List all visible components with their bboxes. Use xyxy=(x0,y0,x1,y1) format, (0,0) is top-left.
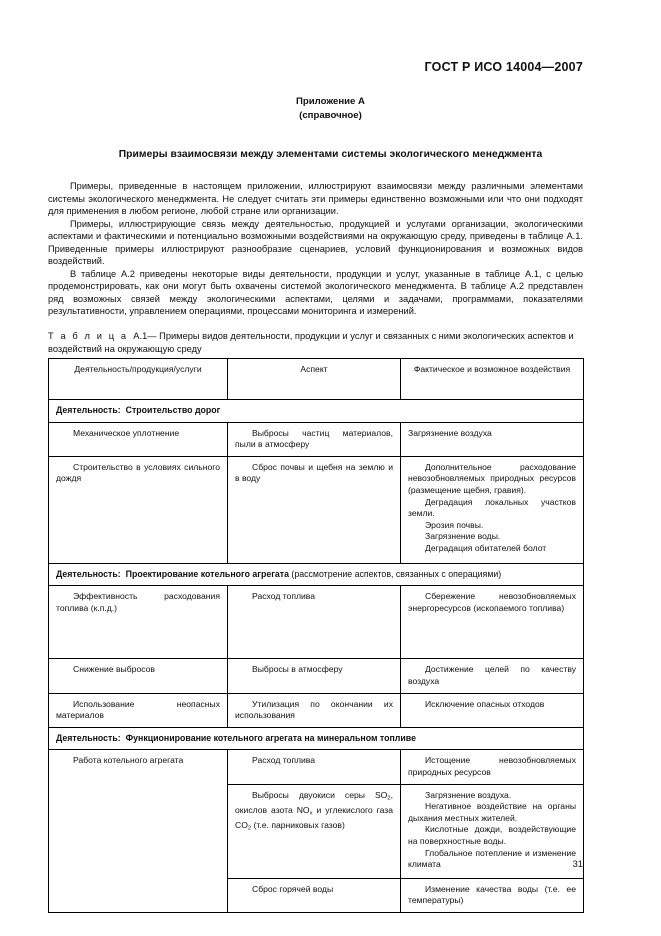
cell-aspect: Выбросы двуокиси серы $SO_2$, окислов азота $NO_x$ и углекислого газа $CO_2$ (т.е. парниковых газов) xyxy=(228,784,401,878)
group-header-cell xyxy=(49,727,584,750)
group-header-cell xyxy=(49,400,584,423)
table-caption-dash: — xyxy=(147,331,157,341)
annex-heading xyxy=(0,95,661,123)
cell-activity: Механическое уплотнение xyxy=(49,422,228,456)
column-header-impact: Фактическое и возможное воздействия xyxy=(401,359,584,400)
cell-impact: Изменение качества воды (т.е. ее температуры) xyxy=(401,878,584,912)
column-header-aspect: Аспект xyxy=(228,359,401,400)
annex-title: Приложение А xyxy=(296,96,365,107)
cell-aspect: Утилизация по окончании их использования xyxy=(228,693,401,727)
impact-line: Загрязнение воздуха. xyxy=(425,789,512,800)
column-header-activity: Деятельность/продукция/услуги xyxy=(49,359,228,400)
cell-aspect: Выбросы в атмосферу xyxy=(228,659,401,693)
standard-header: ГОСТ Р ИСО 14004—2007 xyxy=(424,60,583,74)
table-row xyxy=(49,750,584,784)
group-header-cell xyxy=(49,563,584,586)
impact-line: Глобальное потепление и изменение климата xyxy=(408,847,576,870)
cell-impact-list xyxy=(401,456,584,563)
impact-line: Деградация локальных участков земли. xyxy=(408,496,576,519)
cell-aspect: Сброс почвы и щебня на землю и в воду xyxy=(228,456,401,563)
cell-activity: Строительство в условиях сильного дождя xyxy=(49,456,228,563)
cell-activity: Работа котельного агрегата xyxy=(49,750,228,912)
group-header-row xyxy=(49,563,584,586)
cell-impact: Сбережение невозобновляемых энергоресурсов (ископаемого топлива) xyxy=(401,586,584,659)
cell-activity: Эффективность расходования топлива (к.п.д.) xyxy=(49,586,228,659)
impact-line: Дополнительное расходование невозобновляемых природных ресурсов (размещение щебня, гравия). xyxy=(408,461,576,495)
cell-activity: Использование неопасных материалов xyxy=(49,693,228,727)
impact-line: Негативное воздействие на органы дыхания местных жителей. xyxy=(408,801,576,823)
cell-activity: Снижение выбросов xyxy=(49,659,228,693)
table-row xyxy=(49,586,584,659)
group-label: Деятельность: xyxy=(56,568,121,579)
cell-aspect: Расход топлива xyxy=(228,586,401,659)
cell-impact: Загрязнение воздуха xyxy=(401,422,584,456)
cell-aspect: Сброс горячей воды xyxy=(228,878,401,912)
table-row xyxy=(49,456,584,563)
table-caption xyxy=(48,330,583,355)
group-note: (рассмотрение аспектов, связанных с операциями) xyxy=(291,568,502,579)
cell-aspect: Расход топлива xyxy=(228,750,401,784)
group-label: Деятельность: xyxy=(56,405,121,415)
group-header-row xyxy=(49,727,584,750)
group-name: Строительство дорог xyxy=(125,405,221,415)
group-name: Функционирование котельного агрегата на минеральном топливе xyxy=(125,732,416,743)
table-row xyxy=(49,693,584,727)
impact-line: Эрозия почвы. xyxy=(425,519,484,530)
intro-body-text xyxy=(48,180,583,318)
table-row xyxy=(49,659,584,693)
group-label: Деятельность: xyxy=(56,732,121,743)
impact-line: Кислотные дожди, воздействующие на поверхностные воды. xyxy=(408,824,576,846)
cell-impact: Достижение целей по качеству воздуха xyxy=(401,659,584,693)
paragraph-3: В таблице А.2 приведены некоторые виды деятельности, продукции и услуг, указанные в таблице А.1, с целью продемонстрировать, как они могут быть охвачены системой экологического менеджмента. В таблице А.2 представлен ряд возможных связей между экологическими аспектами, целями и задачами, программами, показателями результативности, управлением операциями, процессами мониторинга и измерений. xyxy=(48,268,583,316)
cell-aspect: Выбросы частиц материалов, пыли в атмосферу xyxy=(228,422,401,456)
table-header-row xyxy=(49,359,584,400)
paragraph-1: Примеры, приведенные в настоящем приложении, иллюстрируют взаимосвязи между различными элементами системы экологического менеджмента. Не следует считать эти примеры единственно возможными или что они подходят для применения в любом регионе, любой стране или организации. xyxy=(48,181,583,216)
aspects-impacts-table xyxy=(48,358,584,913)
table-caption-text: Примеры видов деятельности, продукции и услуг и связанных с ними экологических аспектов и воздействий на окружающую среду xyxy=(48,331,574,354)
group-name: Проектирование котельного агрегата xyxy=(125,568,289,579)
table-caption-label: Т а б л и ц а xyxy=(48,331,129,341)
table-row xyxy=(49,422,584,456)
cell-impact: Истощение невозобновляемых природных ресурсов xyxy=(401,750,584,784)
cell-impact: Исключение опасных отходов xyxy=(401,693,584,727)
page-title: Примеры взаимосвязи между элементами системы экологического менеджмента xyxy=(118,149,543,160)
impact-line: Деградация обитателей болот xyxy=(425,542,547,553)
cell-impact-list xyxy=(401,784,584,878)
impact-line: Загрязнение воды. xyxy=(425,531,501,542)
annex-subtitle: (справочное) xyxy=(299,110,362,121)
page-number: 31 xyxy=(572,858,583,869)
paragraph-2: Примеры, иллюстрирующие связь между деятельностью, продукцией и услугами организации, экологическими аспектами и фактическими и потенциально возможными воздействиями на окружающую среду, приведены в таблице А.1. Приведенные примеры иллюстрируют разнообразие сценариев, условий функционирования и возможных видов воздействий. xyxy=(48,218,583,266)
table-caption-number: А.1 xyxy=(133,331,148,341)
group-header-row xyxy=(49,400,584,423)
